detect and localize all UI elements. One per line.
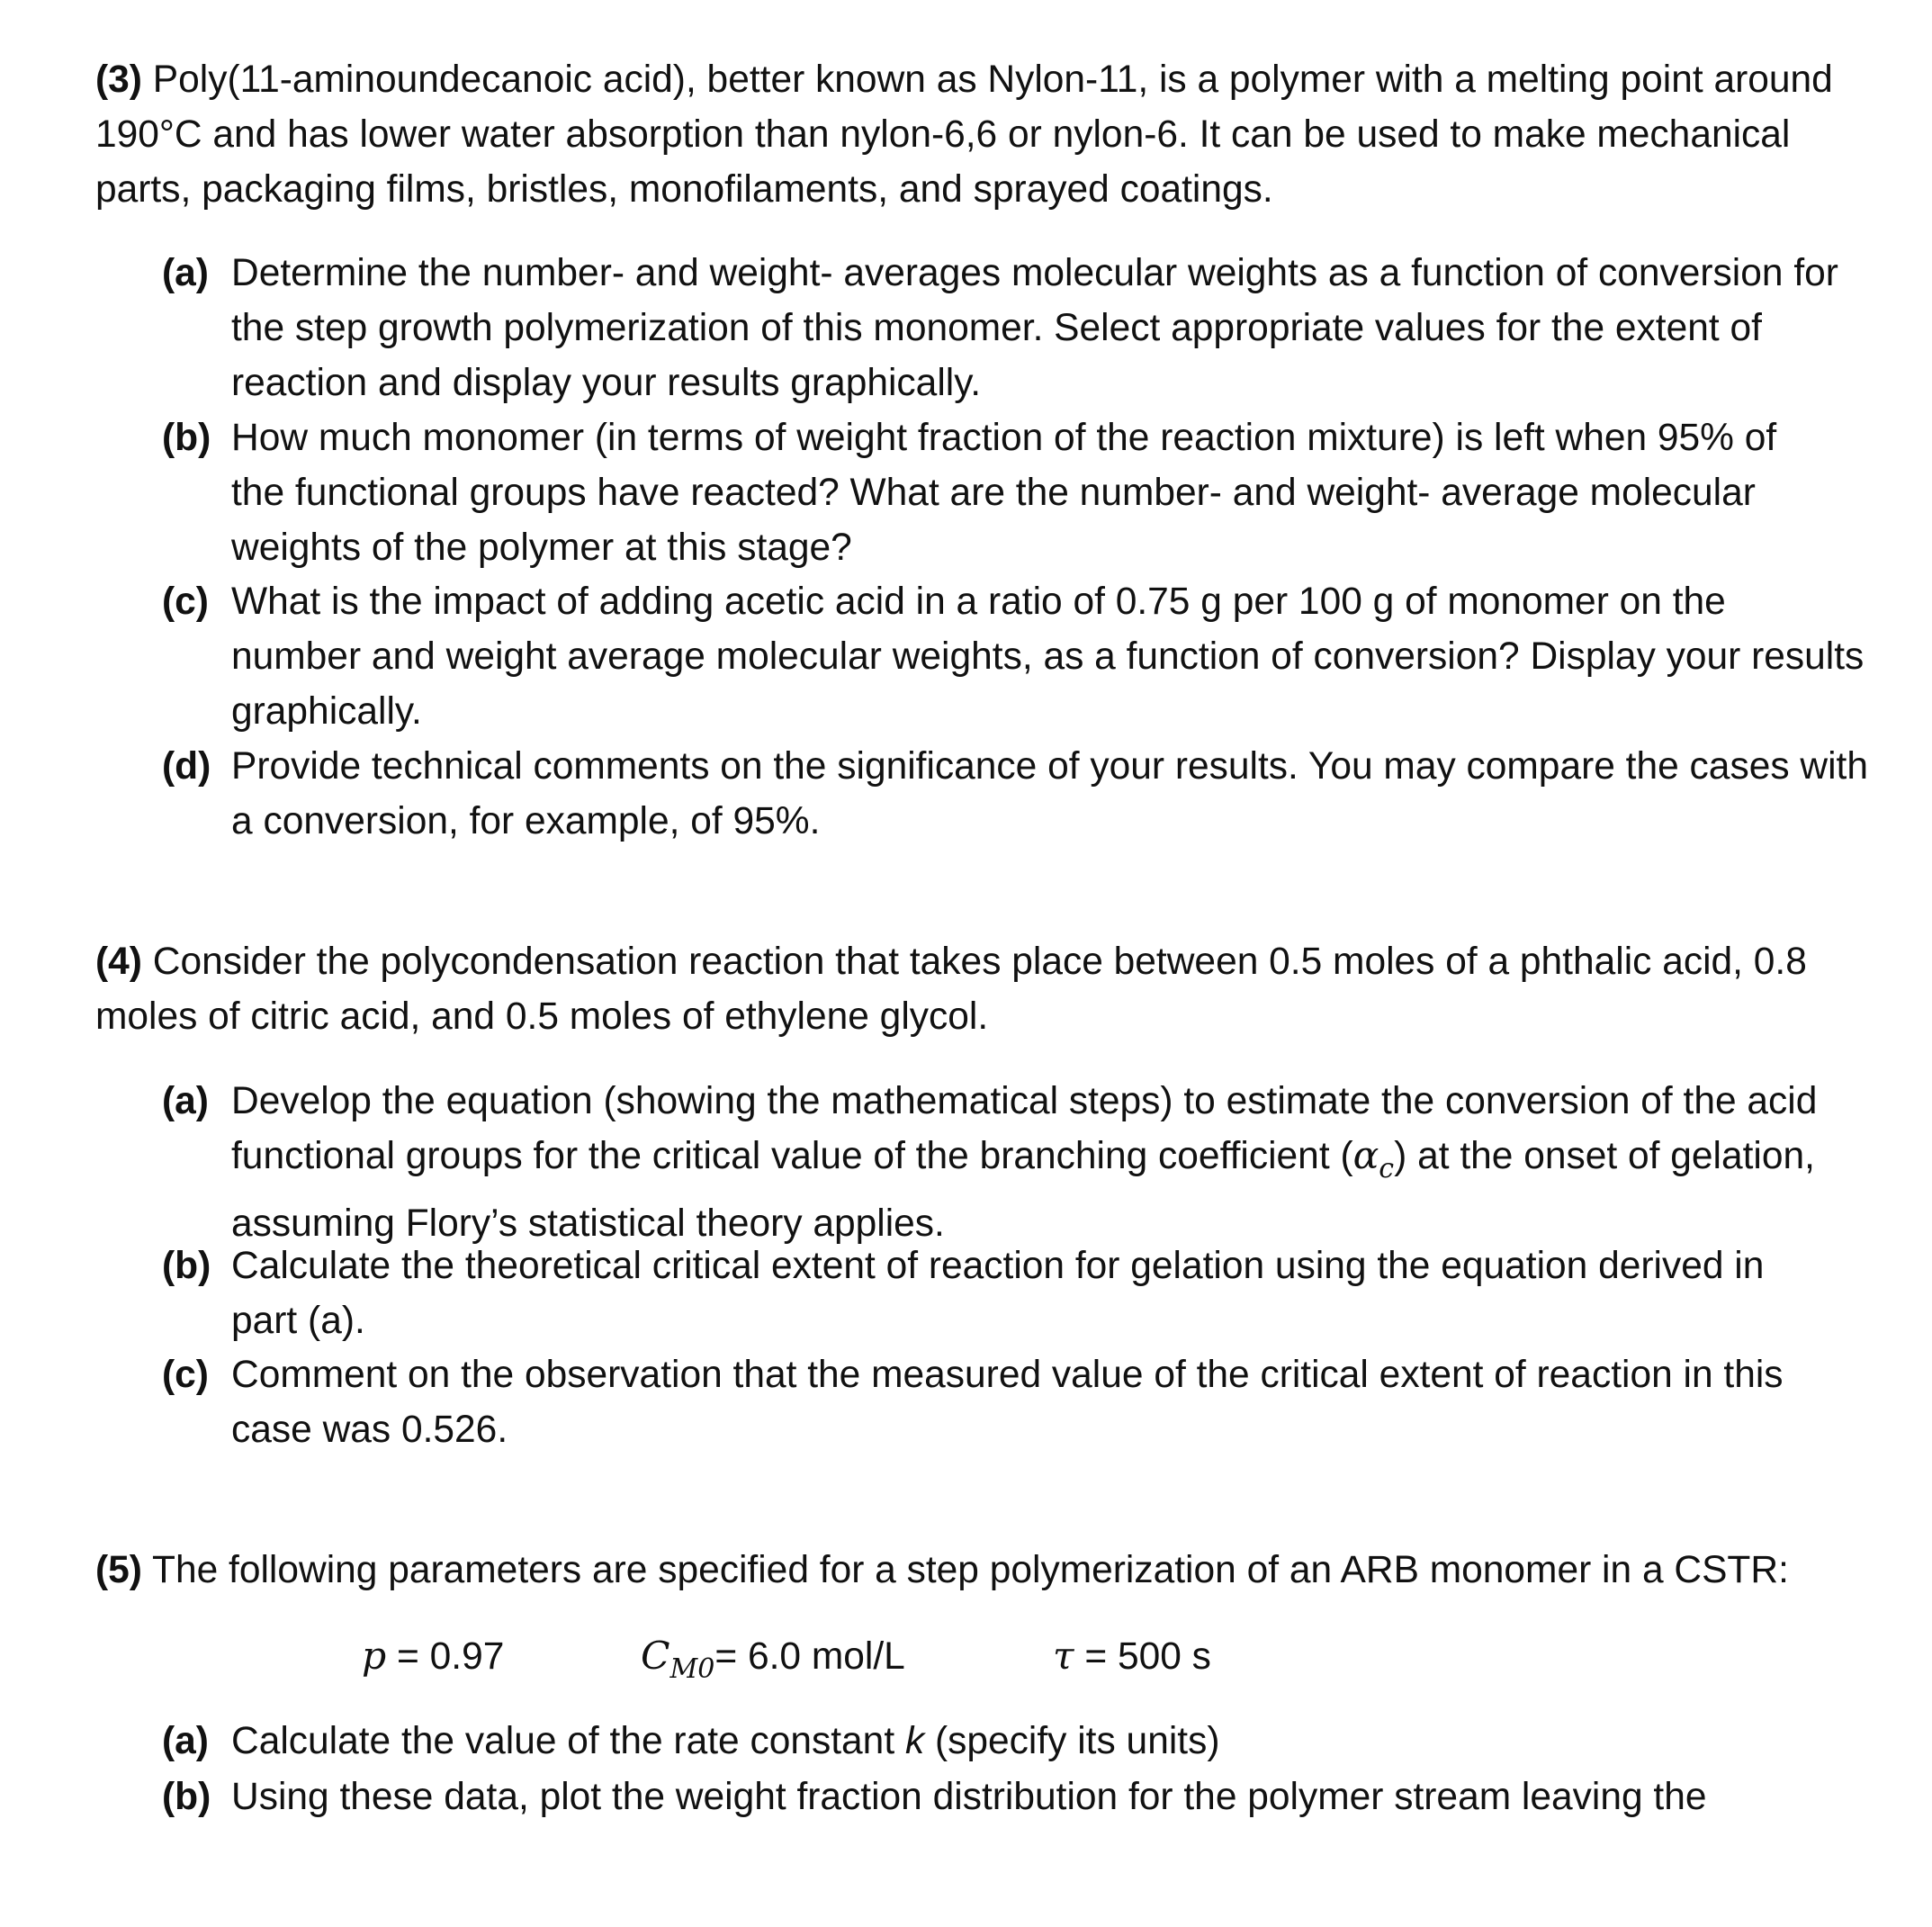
q3-part-a-line-2: the step growth polymerization of this monomer. Select appropriate values for the extent of [231,307,1762,349]
q4-intro-line-1: Consider the polycondensation reaction that takes place between 0.5 moles of a phthalic acid, 0.8 [152,941,1807,983]
param-tau: τ = 500 s [1053,1634,1211,1679]
q4-part-a-line-2: functional groups for the critical value of the branching coefficient $(\alpha_c)$ at the onset of gelation, [231,1134,1815,1184]
q5-part-a [162,1714,1890,1769]
q3-part-c-line-1: What is the impact of adding acetic acid in a ratio of 0.75 g per 100 g of monomer on the [231,581,1726,623]
q3-number: (3) [95,59,142,101]
q3-intro-line-3: parts, packaging films, bristles, monofilaments, and sprayed coatings. [95,168,1273,211]
q5-part-a-line-1: Calculate the value of the rate constant k (specify its units) [231,1720,1220,1762]
alpha-symbol: α [1352,1134,1379,1178]
q3-part-c [162,574,1890,739]
q3-part-c-line-3: graphically. [231,690,422,733]
q4-part-a-label: (a) [162,1080,209,1122]
q4-part-c-line-1: Comment on the observation that the measured value of the critical extent of reaction in this [231,1354,1784,1396]
param-p: p = 0.97 [362,1634,505,1679]
q3-part-d-line-1: Provide technical comments on the significance of your results. You may compare the cases with [231,745,1868,788]
q3-part-b-label: (b) [162,417,211,459]
q3-part-a [162,246,1890,410]
q3-part-b-line-1: How much monomer (in terms of weight fraction of the reaction mixture) is left when 95% of [231,417,1777,459]
q4-number: (4) [95,941,142,983]
q4-intro-line-2: moles of citric acid, and 0.5 moles of ethylene glycol. [95,995,989,1038]
q5-intro [95,1543,1886,1598]
q3-part-b-line-3: weights of the polymer at this stage? [231,527,852,569]
q5-number: (5) [95,1549,142,1591]
q3-part-d-line-2: a conversion, for example, of 95%. [231,800,821,842]
q4-part-b-label: (b) [162,1245,211,1287]
alpha-subscript: c [1379,1153,1395,1184]
q4-part-a-line-3: assuming Flory’s statistical theory applies. [231,1202,945,1245]
q4-intro [95,934,1886,1044]
q4-part-c-label: (c) [162,1354,209,1396]
q5-intro-line-1: The following parameters are specified for a step polymerization of an ARB monomer in a CSTR: [152,1549,1789,1591]
q3-part-d-label: (d) [162,745,211,788]
q3-intro-line-1: Poly(11-aminoundecanoic acid), better known as Nylon-11, is a polymer with a melting point around [152,59,1833,101]
q3-part-c-label: (c) [162,581,209,623]
q4-part-a-line-1: Develop the equation (showing the mathematical steps) to estimate the conversion of the acid [231,1080,1818,1122]
q3-part-a-label: (a) [162,252,209,294]
q3-intro [95,52,1886,217]
q3-intro-line-2: 190°C and has lower water absorption than nylon-6,6 or nylon-6. It can be used to make mechanical [95,113,1791,156]
q3-part-a-line-3: reaction and display your results graphically. [231,362,982,404]
q5-parameters [0,1629,1932,1692]
q4-part-a [162,1074,1890,1251]
q3-part-a-line-1: Determine the number- and weight- averages molecular weights as a function of conversion for [231,252,1838,294]
q3-part-d [162,739,1890,849]
q5-part-b-label: (b) [162,1776,211,1818]
q5-part-a-label: (a) [162,1720,209,1762]
param-cm0: $C_{M0}= 6.0$ mol/L [641,1634,905,1685]
q4-part-c [162,1347,1890,1457]
q4-part-b-line-1: Calculate the theoretical critical extent of reaction for gelation using the equation derived in [231,1245,1765,1287]
q3-part-b-line-2: the functional groups have reacted? What are the number- and weight- average molecular [231,472,1756,514]
q4-part-b-line-2: part (a). [231,1300,365,1342]
q3-part-b [162,410,1890,575]
q5-part-b [162,1769,1890,1824]
q3-part-c-line-2: number and weight average molecular weights, as a function of conversion? Display your results [231,635,1865,678]
q4-part-c-line-2: case was 0.526. [231,1409,508,1451]
q5-part-b-line-1: Using these data, plot the weight fraction distribution for the polymer stream leaving the [231,1776,1707,1818]
q4-part-b [162,1238,1890,1348]
